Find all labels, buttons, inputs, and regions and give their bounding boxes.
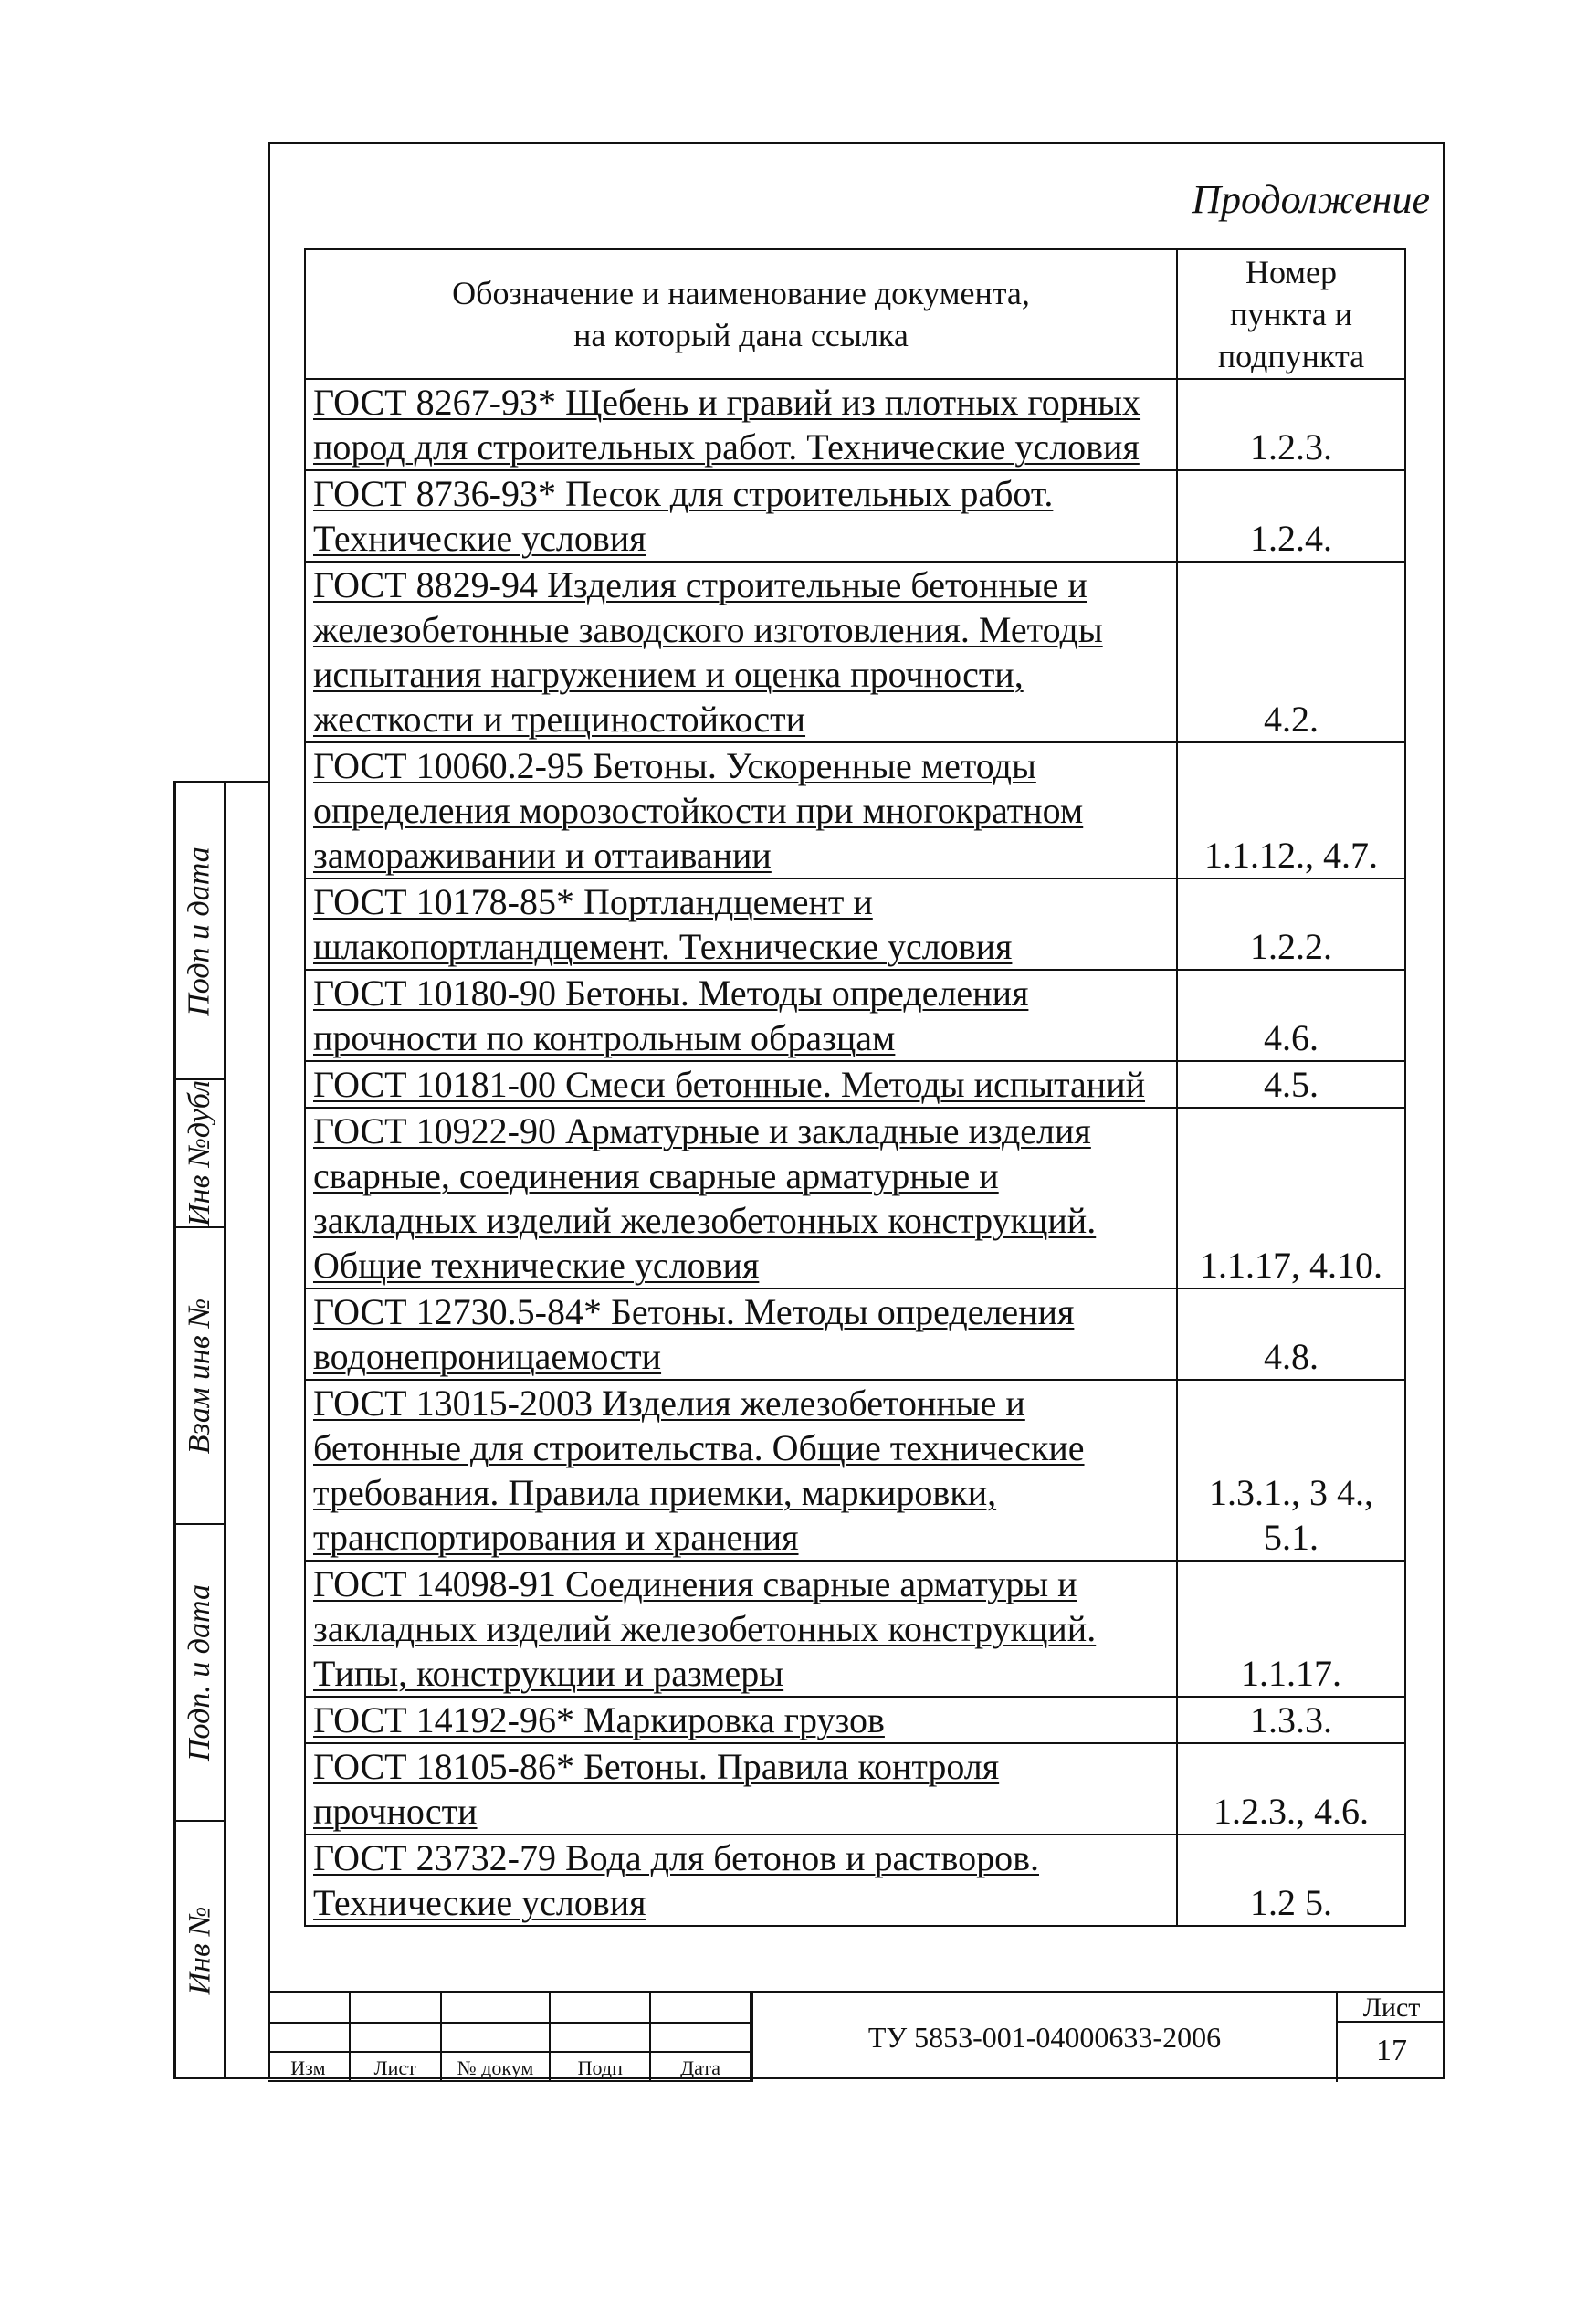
table-row bbox=[305, 1288, 1405, 1380]
reference-document bbox=[305, 1288, 1177, 1380]
reference-section: 1.1.17. bbox=[1177, 1561, 1405, 1697]
reference-document bbox=[305, 1835, 1177, 1926]
reference-section: 4.5. bbox=[1177, 1061, 1405, 1108]
tb-col-signature: Подп bbox=[550, 2052, 650, 2081]
binding-strip bbox=[173, 781, 268, 2079]
strip-label: Подп и дата bbox=[183, 846, 217, 1016]
reference-document-text: ГОСТ 12730.5-84* Бетоны. Методы определения водонепроницаемости bbox=[313, 1291, 1075, 1377]
binding-strip-field bbox=[224, 783, 226, 2077]
reference-section: 4.8. bbox=[1177, 1288, 1405, 1380]
table-row bbox=[305, 878, 1405, 970]
sheet-box bbox=[1336, 1993, 1445, 2082]
reference-document-text: ГОСТ 10180-90 Бетоны. Методы определения прочности по контрольным образцам bbox=[313, 973, 1029, 1058]
table-row bbox=[305, 970, 1405, 1061]
reference-document bbox=[305, 562, 1177, 742]
reference-document-text: ГОСТ 14098-91 Соединения сварные арматуры и закладных изделий железобетонных конструкций. Типы, конструкции и размеры bbox=[313, 1563, 1097, 1694]
reference-document bbox=[305, 970, 1177, 1061]
reference-section: 1.3.3. bbox=[1177, 1697, 1405, 1743]
reference-section: 1.1.17, 4.10. bbox=[1177, 1108, 1405, 1288]
reference-section: 1.2.3. bbox=[1177, 379, 1405, 470]
reference-section: 1.2.2. bbox=[1177, 878, 1405, 970]
document-code: ТУ 5853-001-04000633-2006 bbox=[751, 1993, 1336, 2082]
strip-label: Взам инв № bbox=[183, 1298, 217, 1454]
reference-document bbox=[305, 379, 1177, 470]
strip-cell-inv-dup bbox=[176, 1080, 224, 1228]
reference-document-text: ГОСТ 8267-93* Щебень и гравий из плотных горных пород для строительных работ. Технические условия bbox=[313, 382, 1141, 468]
header-document: Обозначение и наименование документа, на который дана ссылка bbox=[305, 249, 1177, 379]
tb-col-doc-number: № докум bbox=[441, 2052, 551, 2081]
table-row bbox=[305, 1835, 1405, 1926]
table-body bbox=[305, 379, 1405, 1926]
table-row bbox=[305, 1380, 1405, 1561]
reference-document-text: ГОСТ 13015-2003 Изделия железобетонные и бетонные для строительства. Общие технические требования. Правила приемки, маркировки, транспортирования и хранения bbox=[313, 1383, 1085, 1558]
reference-document-text: ГОСТ 23732-79 Вода для бетонов и растворов. Технические условия bbox=[313, 1837, 1039, 1923]
table-row bbox=[305, 1743, 1405, 1835]
reference-section: 1.1.12., 4.7. bbox=[1177, 742, 1405, 878]
strip-cell-replace-inv bbox=[176, 1228, 224, 1525]
reference-document-text: ГОСТ 14192-96* Маркировка грузов bbox=[313, 1699, 885, 1740]
reference-document-text: ГОСТ 8829-94 Изделия строительные бетонные и железобетонные заводского изготовления. Методы испытания нагружением и оценка прочности, жесткости и трещиностойкости bbox=[313, 564, 1103, 740]
continuation-label: Продолжение bbox=[1192, 177, 1430, 222]
tb-col-date: Дата bbox=[650, 2052, 751, 2081]
header-section: Номер пункта и подпункта bbox=[1177, 249, 1405, 379]
table-row bbox=[305, 742, 1405, 878]
reference-document-text: ГОСТ 10181-00 Смеси бетонные. Методы испытаний bbox=[313, 1064, 1146, 1105]
title-block-grid bbox=[268, 1993, 751, 2082]
strip-label: Подп. и дата bbox=[183, 1583, 217, 1761]
reference-document bbox=[305, 742, 1177, 878]
sheet-number: 17 bbox=[1376, 2034, 1407, 2067]
reference-document bbox=[305, 1561, 1177, 1697]
reference-document bbox=[305, 470, 1177, 562]
reference-document bbox=[305, 1380, 1177, 1561]
table-row bbox=[305, 1108, 1405, 1288]
title-block bbox=[268, 1991, 1445, 2079]
table-row bbox=[305, 1697, 1405, 1743]
strip-cell-sign-date bbox=[176, 783, 224, 1080]
sheet-label: Лист bbox=[1338, 1993, 1445, 2023]
reference-section: 1.2.3., 4.6. bbox=[1177, 1743, 1405, 1835]
tb-col-sheet: Лист bbox=[350, 2052, 441, 2081]
strip-label: Инв №дубл bbox=[183, 1080, 217, 1226]
reference-section: 4.6. bbox=[1177, 970, 1405, 1061]
reference-document-text: ГОСТ 8736-93* Песок для строительных работ. Технические условия bbox=[313, 473, 1054, 559]
references-table bbox=[304, 248, 1406, 1927]
reference-section: 1.2.4. bbox=[1177, 470, 1405, 562]
tb-col-change: Изм bbox=[268, 2052, 350, 2081]
reference-section: 1.2 5. bbox=[1177, 1835, 1405, 1926]
strip-cell-inv-number bbox=[176, 1822, 224, 2079]
table-row bbox=[305, 1061, 1405, 1108]
table-header-row bbox=[305, 249, 1405, 379]
strip-cell-sign-date-2 bbox=[176, 1525, 224, 1822]
reference-document-text: ГОСТ 18105-86* Бетоны. Правила контроля прочности bbox=[313, 1746, 1000, 1832]
reference-section: 4.2. bbox=[1177, 562, 1405, 742]
table-row bbox=[305, 562, 1405, 742]
reference-document bbox=[305, 1743, 1177, 1835]
reference-document-text: ГОСТ 10060.2-95 Бетоны. Ускоренные методы определения морозостойкости при многократном замораживании и оттаивании bbox=[313, 745, 1084, 876]
reference-document bbox=[305, 878, 1177, 970]
strip-label: Инв № bbox=[183, 1906, 216, 1995]
reference-document bbox=[305, 1061, 1177, 1108]
reference-document bbox=[305, 1697, 1177, 1743]
reference-document-text: ГОСТ 10922-90 Арматурные и закладные изделия сварные, соединения сварные арматурные и закладных изделий железобетонных конструкций. Общие технические условия bbox=[313, 1110, 1097, 1286]
table-row bbox=[305, 470, 1405, 562]
table-row bbox=[305, 1561, 1405, 1697]
table-row bbox=[305, 379, 1405, 470]
reference-document-text: ГОСТ 10178-85* Портландцемент и шлакопортландцемент. Технические условия bbox=[313, 881, 1013, 967]
reference-document bbox=[305, 1108, 1177, 1288]
reference-section: 1.3.1., 3 4., 5.1. bbox=[1177, 1380, 1405, 1561]
